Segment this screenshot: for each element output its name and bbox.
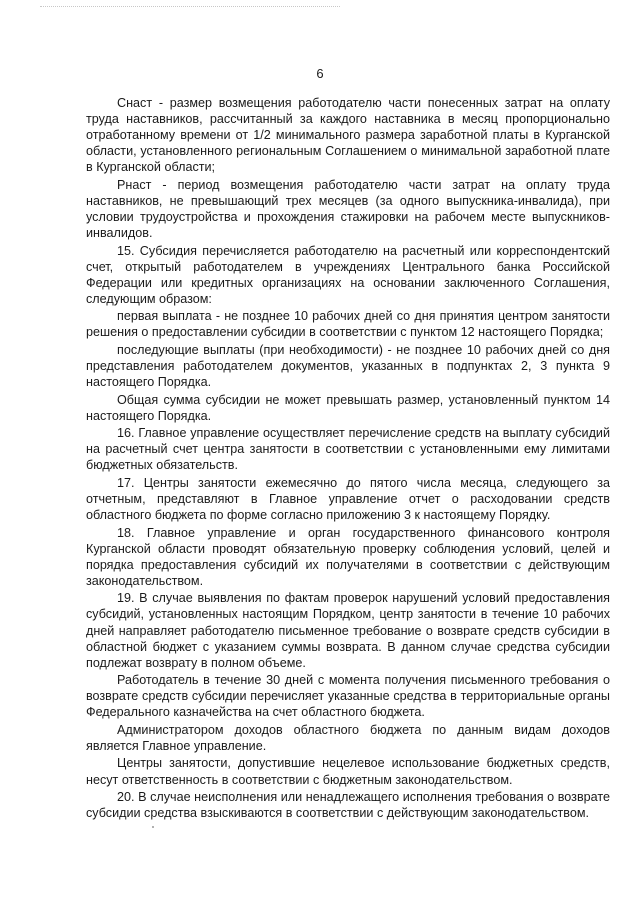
paragraph-subsequent-payments: последующие выплаты (при необходимости) - не позднее 10 рабочих дней со дня представления работодателем документов, указанных в подпунктах 2, 3 пункта 9 настоящего Порядка. xyxy=(86,342,610,390)
paragraph-18: 18. Главное управление и орган государственного финансового контроля Курганской области проводят обязательную проверку соблюдения условий, целей и порядка предоставления субсидий их получателями в соответствии с действующим законодательством. xyxy=(86,525,610,588)
paragraph-17: 17. Центры занятости ежемесячно до пятого числа месяца, следующего за отчетным, представляют в Главное управление отчет о расходовании средств областного бюджета по форме согласно приложению 3 к настоящему Порядку. xyxy=(86,475,610,523)
paragraph-16: 16. Главное управление осуществляет перечисление средств на выплату субсидий на расчетный счет центра занятости в соответствии с установленными ему лимитами бюджетных обязательств. xyxy=(86,426,610,473)
paragraph-first-payment: первая выплата - не позднее 10 рабочих дней со дня принятия центром занятости решения о предоставлении субсидии в соответствии с пунктом 12 настоящего Порядка; xyxy=(86,309,610,340)
paragraph-20: 20. В случае неисполнения или ненадлежащего исполнения требования о возврате субсидии средства взыскиваются в соответствии с действующим законодательством. xyxy=(86,790,610,821)
document-body xyxy=(86,95,610,823)
paragraph-snast: Снаст - размер возмещения работодателю части понесенных затрат на оплату труда наставников, рассчитанный за каждого наставника в месяц пропорционально отработанному времени от 1/2 минимального размера заработной платы в Курганской области, установленного региональным Соглашением о минимальной заработной плате в Курганской области; xyxy=(86,96,610,175)
paragraph-total-sum: Общая сумма субсидии не может превышать размер, установленный пунктом 14 настоящего Порядка. xyxy=(86,392,610,423)
paragraph-15: 15. Субсидия перечисляется работодателю на расчетный или корреспондентский счет, открытый работодателем в учреждениях Центрального банка Российской Федерации или кредитных организациях на основании заключенного Соглашения, следующим образом: xyxy=(86,243,610,306)
paragraph-responsibility: Центры занятости, допустившие нецелевое использование бюджетных средств, несут ответственность в соответствии с бюджетным законодательством. xyxy=(86,756,610,787)
paragraph-administrator: Администратором доходов областного бюджета по данным видам доходов является Главное управление. xyxy=(86,722,610,753)
scan-artifact xyxy=(40,6,340,9)
page-number: 6 xyxy=(316,66,324,81)
scan-speck xyxy=(152,826,154,828)
paragraph-rnast: Рнаст - период возмещения работодателю части затрат на оплату труда наставников, не превышающий трех месяцев (за одного выпускника-инвалида), при условии трудоустройства и прохождения стажировки на рабочем месте выпускников-инвалидов. xyxy=(86,177,610,241)
paragraph-19: 19. В случае выявления по фактам проверок нарушений условий предоставления субсидий, установленных настоящим Порядком, центр занятости в течение 10 рабочих дней направляет работодателю письменное требование о возврате средств субсидии в областной бюджет с указанием суммы возврата. В данном случае средства субсидии подлежат возврату в полном объеме. xyxy=(86,591,610,670)
paragraph-employer-return: Работодатель в течение 30 дней с момента получения письменного требования о возврате средств субсидии перечисляет указанные средства в территориальные органы Федерального казначейства на счет областного бюджета. xyxy=(86,673,610,720)
